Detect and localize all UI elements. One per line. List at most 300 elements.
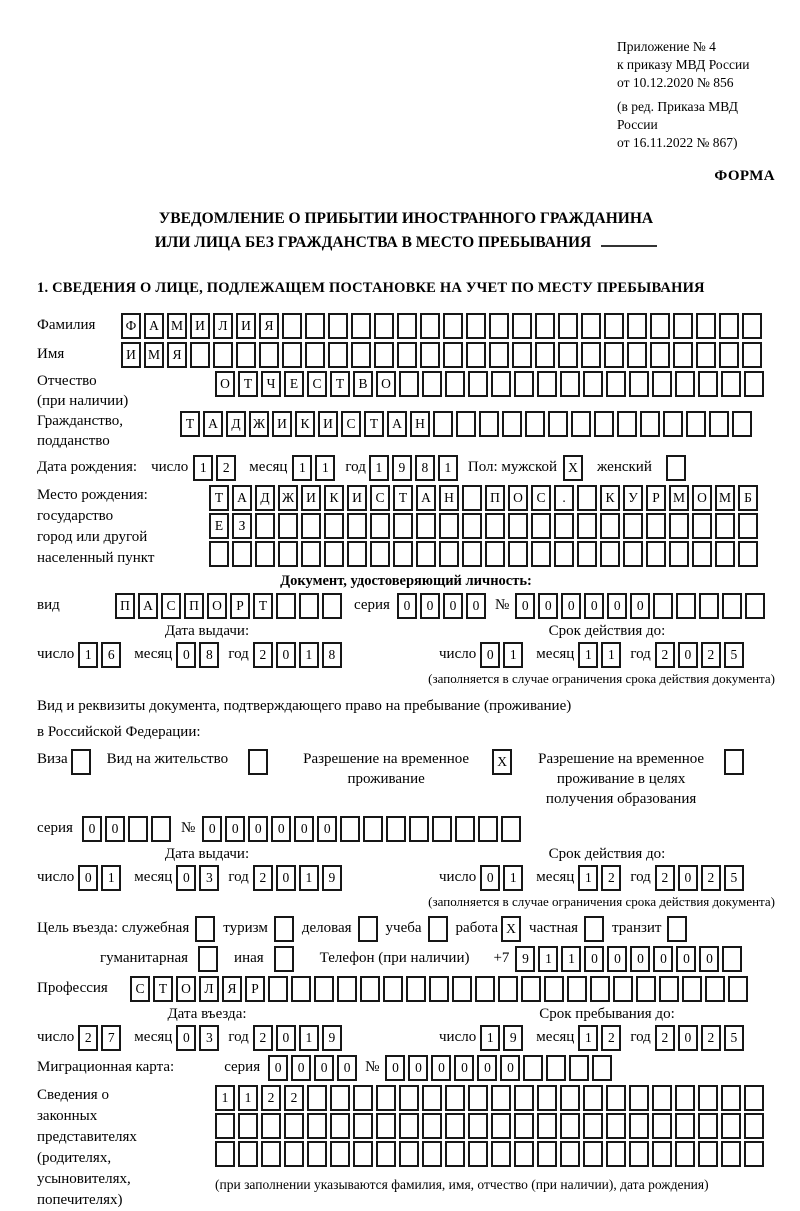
char-cell[interactable] [722, 946, 742, 972]
char-cell[interactable]: 1 [578, 865, 598, 891]
char-cell[interactable]: 8 [415, 455, 435, 481]
char-cell[interactable]: Р [245, 976, 265, 1002]
char-cell[interactable]: . [554, 485, 574, 511]
char-cell[interactable] [715, 541, 735, 567]
char-cell[interactable] [525, 411, 545, 437]
char-cell[interactable] [606, 1085, 626, 1111]
char-cell[interactable]: 2 [655, 865, 675, 891]
char-cell[interactable]: И [121, 342, 141, 368]
char-cell[interactable]: 0 [584, 946, 604, 972]
char-cell[interactable]: Я [222, 976, 242, 1002]
char-cell[interactable] [675, 1141, 695, 1167]
char-cell[interactable] [291, 976, 311, 1002]
char-cell[interactable]: 0 [105, 816, 125, 842]
char-cell[interactable] [535, 342, 555, 368]
char-cell[interactable] [468, 1085, 488, 1111]
char-cell[interactable] [604, 313, 624, 339]
char-cell[interactable]: Е [209, 513, 229, 539]
char-cell[interactable]: 0 [538, 593, 558, 619]
checkbox-visa[interactable] [71, 749, 91, 775]
char-cell[interactable] [353, 1085, 373, 1111]
char-cell[interactable] [475, 976, 495, 1002]
char-cell[interactable] [383, 976, 403, 1002]
char-cell[interactable] [151, 816, 171, 842]
checkbox-humanitarian[interactable] [198, 946, 218, 972]
char-cell[interactable]: И [272, 411, 292, 437]
char-cell[interactable]: 2 [216, 455, 236, 481]
char-cell[interactable] [715, 513, 735, 539]
char-cell[interactable] [376, 1085, 396, 1111]
char-cell[interactable] [600, 541, 620, 567]
char-cell[interactable]: 0 [385, 1055, 405, 1081]
char-cell[interactable] [652, 1113, 672, 1139]
char-cell[interactable] [406, 976, 426, 1002]
char-cell[interactable]: 1 [538, 946, 558, 972]
char-cell[interactable] [491, 1085, 511, 1111]
char-cell[interactable]: Н [410, 411, 430, 437]
char-cell[interactable] [581, 313, 601, 339]
char-cell[interactable]: С [531, 485, 551, 511]
checkbox-work[interactable]: X [501, 916, 521, 942]
char-cell[interactable] [236, 342, 256, 368]
char-cell[interactable] [353, 1141, 373, 1167]
char-cell[interactable] [663, 411, 683, 437]
char-cell[interactable] [284, 1141, 304, 1167]
char-cell[interactable] [307, 1113, 327, 1139]
char-cell[interactable] [455, 816, 475, 842]
char-cell[interactable]: Ж [249, 411, 269, 437]
char-cell[interactable]: М [144, 342, 164, 368]
char-cell[interactable] [560, 1141, 580, 1167]
char-cell[interactable] [629, 1085, 649, 1111]
checkbox-residence-permit[interactable] [248, 749, 268, 775]
char-cell[interactable] [370, 541, 390, 567]
char-cell[interactable] [330, 1085, 350, 1111]
char-cell[interactable]: 0 [699, 946, 719, 972]
char-cell[interactable] [569, 1055, 589, 1081]
char-cell[interactable]: 5 [724, 642, 744, 668]
char-cell[interactable] [255, 541, 275, 567]
char-cell[interactable] [232, 541, 252, 567]
char-cell[interactable] [675, 371, 695, 397]
char-cell[interactable]: 2 [655, 642, 675, 668]
char-cell[interactable]: 0 [82, 816, 102, 842]
char-cell[interactable] [432, 816, 452, 842]
char-cell[interactable] [652, 1085, 672, 1111]
char-cell[interactable]: О [376, 371, 396, 397]
char-cell[interactable]: Д [255, 485, 275, 511]
char-cell[interactable] [485, 541, 505, 567]
char-cell[interactable] [577, 485, 597, 511]
char-cell[interactable] [420, 342, 440, 368]
char-cell[interactable] [537, 371, 557, 397]
char-cell[interactable]: Т [153, 976, 173, 1002]
char-cell[interactable]: 0 [271, 816, 291, 842]
char-cell[interactable]: И [236, 313, 256, 339]
char-cell[interactable] [491, 1141, 511, 1167]
char-cell[interactable]: 0 [225, 816, 245, 842]
char-cell[interactable]: Т [238, 371, 258, 397]
char-cell[interactable]: 1 [561, 946, 581, 972]
char-cell[interactable]: Р [230, 593, 250, 619]
char-cell[interactable]: 0 [466, 593, 486, 619]
char-cell[interactable] [636, 976, 656, 1002]
char-cell[interactable] [640, 411, 660, 437]
char-cell[interactable] [299, 593, 319, 619]
char-cell[interactable]: 9 [322, 1025, 342, 1051]
char-cell[interactable] [351, 342, 371, 368]
char-cell[interactable] [314, 976, 334, 1002]
char-cell[interactable] [347, 541, 367, 567]
char-cell[interactable] [278, 513, 298, 539]
char-cell[interactable]: 1 [578, 1025, 598, 1051]
char-cell[interactable] [558, 313, 578, 339]
checkbox-temp-residence-edu[interactable] [724, 749, 744, 775]
char-cell[interactable] [360, 976, 380, 1002]
char-cell[interactable] [592, 1055, 612, 1081]
char-cell[interactable] [705, 976, 725, 1002]
char-cell[interactable]: 5 [724, 865, 744, 891]
char-cell[interactable]: 9 [392, 455, 412, 481]
char-cell[interactable] [422, 1141, 442, 1167]
char-cell[interactable] [675, 1113, 695, 1139]
char-cell[interactable] [508, 541, 528, 567]
char-cell[interactable] [337, 976, 357, 1002]
char-cell[interactable] [399, 371, 419, 397]
char-cell[interactable] [456, 411, 476, 437]
char-cell[interactable]: 2 [701, 642, 721, 668]
char-cell[interactable]: 8 [322, 642, 342, 668]
char-cell[interactable] [577, 541, 597, 567]
char-cell[interactable] [328, 313, 348, 339]
char-cell[interactable]: 0 [176, 642, 196, 668]
char-cell[interactable]: 0 [202, 816, 222, 842]
char-cell[interactable] [698, 1113, 718, 1139]
char-cell[interactable] [560, 371, 580, 397]
char-cell[interactable]: 1 [299, 865, 319, 891]
char-cell[interactable] [301, 541, 321, 567]
char-cell[interactable]: П [184, 593, 204, 619]
char-cell[interactable] [462, 541, 482, 567]
char-cell[interactable] [653, 593, 673, 619]
char-cell[interactable] [284, 1113, 304, 1139]
char-cell[interactable] [531, 513, 551, 539]
char-cell[interactable] [546, 1055, 566, 1081]
char-cell[interactable]: С [161, 593, 181, 619]
char-cell[interactable] [646, 541, 666, 567]
char-cell[interactable]: П [485, 485, 505, 511]
char-cell[interactable] [558, 342, 578, 368]
char-cell[interactable] [512, 342, 532, 368]
char-cell[interactable] [324, 513, 344, 539]
char-cell[interactable]: Е [284, 371, 304, 397]
char-cell[interactable]: К [324, 485, 344, 511]
char-cell[interactable] [330, 1141, 350, 1167]
char-cell[interactable] [514, 1085, 534, 1111]
char-cell[interactable] [478, 816, 498, 842]
char-cell[interactable] [276, 593, 296, 619]
char-cell[interactable]: 1 [601, 642, 621, 668]
char-cell[interactable]: 0 [515, 593, 535, 619]
char-cell[interactable] [209, 541, 229, 567]
char-cell[interactable] [307, 1085, 327, 1111]
char-cell[interactable] [462, 485, 482, 511]
char-cell[interactable] [514, 1113, 534, 1139]
char-cell[interactable]: Ф [121, 313, 141, 339]
char-cell[interactable]: К [600, 485, 620, 511]
char-cell[interactable] [623, 541, 643, 567]
char-cell[interactable]: 0 [477, 1055, 497, 1081]
char-cell[interactable] [721, 1141, 741, 1167]
char-cell[interactable]: 0 [584, 593, 604, 619]
char-cell[interactable]: 0 [397, 593, 417, 619]
char-cell[interactable] [696, 342, 716, 368]
char-cell[interactable] [629, 1141, 649, 1167]
char-cell[interactable] [393, 541, 413, 567]
char-cell[interactable]: 1 [369, 455, 389, 481]
char-cell[interactable] [491, 371, 511, 397]
char-cell[interactable]: Т [393, 485, 413, 511]
checkbox-other[interactable] [274, 946, 294, 972]
checkbox-female[interactable] [666, 455, 686, 481]
char-cell[interactable] [675, 1085, 695, 1111]
char-cell[interactable]: 6 [101, 642, 121, 668]
char-cell[interactable]: 0 [630, 946, 650, 972]
char-cell[interactable] [537, 1085, 557, 1111]
char-cell[interactable] [682, 976, 702, 1002]
char-cell[interactable] [548, 411, 568, 437]
char-cell[interactable] [363, 816, 383, 842]
char-cell[interactable] [650, 342, 670, 368]
char-cell[interactable]: 0 [454, 1055, 474, 1081]
char-cell[interactable] [322, 593, 342, 619]
char-cell[interactable] [581, 342, 601, 368]
char-cell[interactable] [278, 541, 298, 567]
char-cell[interactable]: И [190, 313, 210, 339]
char-cell[interactable] [462, 513, 482, 539]
char-cell[interactable] [686, 411, 706, 437]
char-cell[interactable] [537, 1141, 557, 1167]
char-cell[interactable]: О [176, 976, 196, 1002]
char-cell[interactable] [514, 371, 534, 397]
char-cell[interactable] [445, 1113, 465, 1139]
char-cell[interactable]: 0 [678, 865, 698, 891]
char-cell[interactable]: 1 [238, 1085, 258, 1111]
char-cell[interactable] [732, 411, 752, 437]
char-cell[interactable] [399, 1141, 419, 1167]
char-cell[interactable] [673, 342, 693, 368]
char-cell[interactable] [213, 342, 233, 368]
char-cell[interactable]: О [215, 371, 235, 397]
char-cell[interactable] [673, 313, 693, 339]
char-cell[interactable] [491, 1113, 511, 1139]
char-cell[interactable]: М [669, 485, 689, 511]
char-cell[interactable] [744, 1085, 764, 1111]
char-cell[interactable] [259, 342, 279, 368]
char-cell[interactable]: 1 [578, 642, 598, 668]
char-cell[interactable] [721, 1085, 741, 1111]
char-cell[interactable] [340, 816, 360, 842]
char-cell[interactable]: Л [213, 313, 233, 339]
char-cell[interactable]: 2 [701, 865, 721, 891]
char-cell[interactable] [560, 1085, 580, 1111]
char-cell[interactable] [399, 1085, 419, 1111]
char-cell[interactable]: Я [167, 342, 187, 368]
char-cell[interactable] [560, 1113, 580, 1139]
char-cell[interactable]: 2 [78, 1025, 98, 1051]
char-cell[interactable] [627, 313, 647, 339]
char-cell[interactable] [650, 313, 670, 339]
char-cell[interactable] [190, 342, 210, 368]
char-cell[interactable]: 3 [199, 1025, 219, 1051]
char-cell[interactable] [669, 541, 689, 567]
char-cell[interactable] [445, 371, 465, 397]
char-cell[interactable] [577, 513, 597, 539]
char-cell[interactable]: 2 [284, 1085, 304, 1111]
char-cell[interactable]: Р [646, 485, 666, 511]
char-cell[interactable] [719, 342, 739, 368]
char-cell[interactable] [617, 411, 637, 437]
char-cell[interactable] [238, 1113, 258, 1139]
char-cell[interactable]: Ч [261, 371, 281, 397]
char-cell[interactable]: 0 [176, 1025, 196, 1051]
char-cell[interactable]: 1 [503, 642, 523, 668]
char-cell[interactable]: 1 [215, 1085, 235, 1111]
char-cell[interactable]: 2 [261, 1085, 281, 1111]
char-cell[interactable]: 0 [276, 642, 296, 668]
checkbox-male[interactable]: X [563, 455, 583, 481]
char-cell[interactable] [698, 371, 718, 397]
char-cell[interactable] [627, 342, 647, 368]
char-cell[interactable] [255, 513, 275, 539]
char-cell[interactable]: 1 [299, 642, 319, 668]
char-cell[interactable] [531, 541, 551, 567]
char-cell[interactable]: А [232, 485, 252, 511]
char-cell[interactable] [698, 1141, 718, 1167]
char-cell[interactable] [445, 1141, 465, 1167]
char-cell[interactable]: 0 [317, 816, 337, 842]
char-cell[interactable] [652, 1141, 672, 1167]
char-cell[interactable] [324, 541, 344, 567]
char-cell[interactable] [613, 976, 633, 1002]
char-cell[interactable]: 1 [480, 1025, 500, 1051]
char-cell[interactable]: С [370, 485, 390, 511]
char-cell[interactable]: 0 [607, 593, 627, 619]
char-cell[interactable]: 0 [630, 593, 650, 619]
char-cell[interactable] [305, 313, 325, 339]
char-cell[interactable]: В [353, 371, 373, 397]
checkbox-official[interactable] [195, 916, 215, 942]
char-cell[interactable] [659, 976, 679, 1002]
char-cell[interactable] [692, 513, 712, 539]
char-cell[interactable] [728, 976, 748, 1002]
char-cell[interactable]: 0 [176, 865, 196, 891]
char-cell[interactable] [498, 976, 518, 1002]
char-cell[interactable]: 0 [443, 593, 463, 619]
char-cell[interactable]: 0 [607, 946, 627, 972]
char-cell[interactable] [523, 1055, 543, 1081]
char-cell[interactable]: 0 [653, 946, 673, 972]
char-cell[interactable] [742, 342, 762, 368]
char-cell[interactable] [738, 541, 758, 567]
char-cell[interactable] [583, 371, 603, 397]
char-cell[interactable] [416, 541, 436, 567]
char-cell[interactable]: Б [738, 485, 758, 511]
char-cell[interactable] [351, 313, 371, 339]
char-cell[interactable]: 2 [655, 1025, 675, 1051]
char-cell[interactable]: И [318, 411, 338, 437]
char-cell[interactable]: С [307, 371, 327, 397]
char-cell[interactable]: 2 [701, 1025, 721, 1051]
char-cell[interactable] [489, 313, 509, 339]
checkbox-business[interactable] [358, 916, 378, 942]
char-cell[interactable] [305, 342, 325, 368]
char-cell[interactable]: 7 [101, 1025, 121, 1051]
char-cell[interactable] [502, 411, 522, 437]
char-cell[interactable] [397, 342, 417, 368]
checkbox-temp-residence[interactable]: X [492, 749, 512, 775]
char-cell[interactable] [696, 313, 716, 339]
char-cell[interactable]: К [295, 411, 315, 437]
char-cell[interactable] [567, 976, 587, 1002]
char-cell[interactable] [721, 371, 741, 397]
char-cell[interactable]: 0 [500, 1055, 520, 1081]
char-cell[interactable] [646, 513, 666, 539]
char-cell[interactable] [742, 313, 762, 339]
char-cell[interactable]: Т [180, 411, 200, 437]
char-cell[interactable] [261, 1141, 281, 1167]
checkbox-transit[interactable] [667, 916, 687, 942]
char-cell[interactable] [409, 816, 429, 842]
char-cell[interactable] [629, 371, 649, 397]
char-cell[interactable] [669, 513, 689, 539]
char-cell[interactable] [282, 342, 302, 368]
char-cell[interactable] [485, 513, 505, 539]
char-cell[interactable]: О [508, 485, 528, 511]
char-cell[interactable]: 2 [253, 865, 273, 891]
char-cell[interactable]: 0 [314, 1055, 334, 1081]
char-cell[interactable]: 0 [408, 1055, 428, 1081]
char-cell[interactable]: М [715, 485, 735, 511]
char-cell[interactable] [301, 513, 321, 539]
char-cell[interactable] [721, 1113, 741, 1139]
char-cell[interactable] [590, 976, 610, 1002]
char-cell[interactable] [745, 593, 765, 619]
char-cell[interactable] [443, 342, 463, 368]
char-cell[interactable]: 2 [253, 642, 273, 668]
char-cell[interactable]: 0 [431, 1055, 451, 1081]
char-cell[interactable]: О [692, 485, 712, 511]
char-cell[interactable] [744, 1113, 764, 1139]
char-cell[interactable]: 9 [515, 946, 535, 972]
char-cell[interactable] [466, 342, 486, 368]
char-cell[interactable] [420, 313, 440, 339]
char-cell[interactable] [554, 513, 574, 539]
char-cell[interactable] [571, 411, 591, 437]
char-cell[interactable] [744, 371, 764, 397]
char-cell[interactable] [330, 1113, 350, 1139]
char-cell[interactable] [433, 411, 453, 437]
char-cell[interactable]: А [416, 485, 436, 511]
char-cell[interactable] [452, 976, 472, 1002]
char-cell[interactable]: 1 [315, 455, 335, 481]
char-cell[interactable] [445, 1085, 465, 1111]
char-cell[interactable]: 0 [561, 593, 581, 619]
char-cell[interactable] [699, 593, 719, 619]
char-cell[interactable] [376, 1141, 396, 1167]
char-cell[interactable] [328, 342, 348, 368]
char-cell[interactable]: А [144, 313, 164, 339]
